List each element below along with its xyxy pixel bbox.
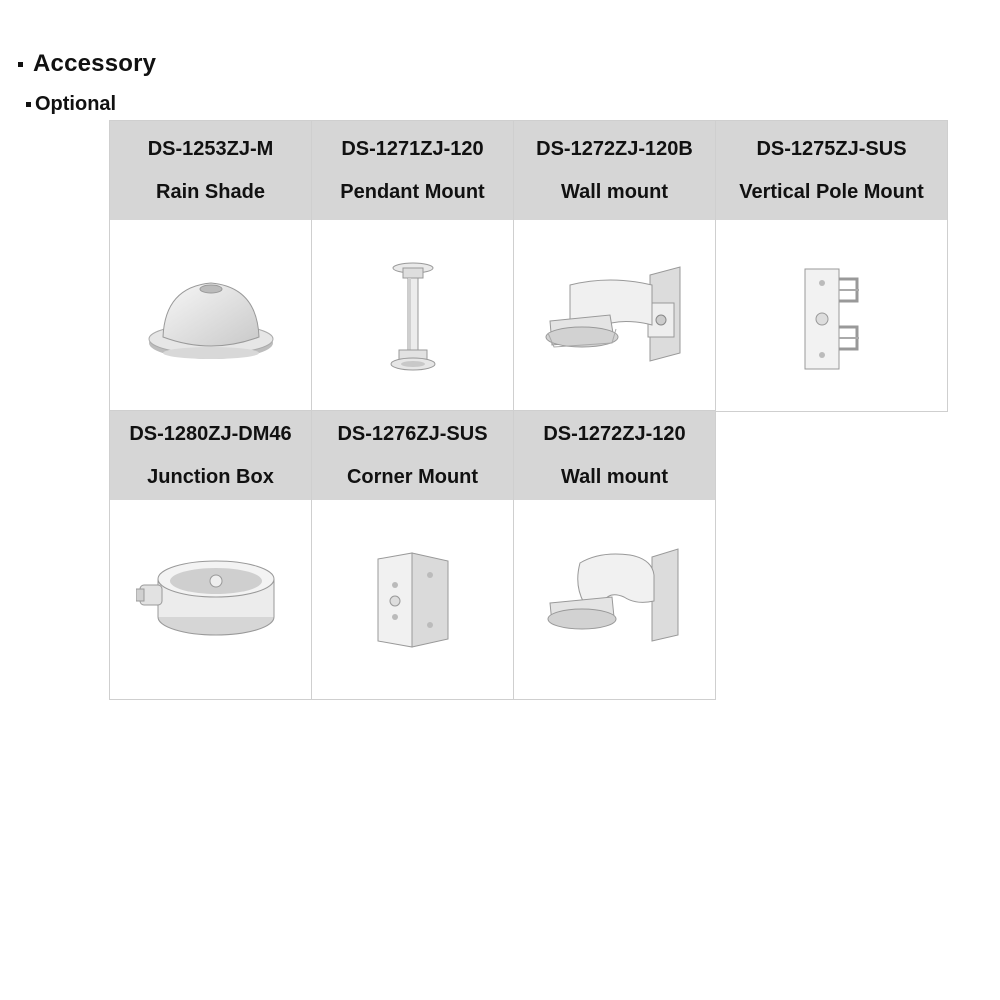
accessory-header: [514, 411, 715, 500]
accessory-name: Vertical Pole Mount: [739, 180, 924, 203]
accessory-name: Rain Shade: [156, 180, 265, 203]
accessory-header: [514, 121, 715, 220]
section-heading: [18, 50, 156, 78]
accessory-header: [110, 411, 311, 500]
accessory-model: DS-1276ZJ-SUS: [337, 422, 488, 445]
accessory-card: [715, 120, 948, 412]
accessory-name: Junction Box: [147, 465, 274, 488]
wall-mount-b-icon: [540, 265, 690, 375]
accessory-image: [110, 220, 311, 420]
accessory-card: [109, 120, 312, 412]
accessory-card: [513, 120, 716, 412]
accessory-name: Wall mount: [560, 180, 669, 203]
corner-mount-icon: [368, 545, 458, 655]
vertical-pole-mount-icon: [797, 265, 867, 375]
accessory-image: [110, 500, 311, 700]
accessory-card: [513, 410, 716, 700]
accessory-model: DS-1275ZJ-SUS: [756, 137, 907, 160]
accessory-image: [514, 500, 715, 700]
wall-mount-icon: [540, 545, 690, 655]
accessory-header: [312, 411, 513, 500]
junction-box-icon: [136, 545, 286, 655]
accessory-image: [514, 220, 715, 420]
section-subtitle: Optional: [35, 93, 117, 115]
accessory-name: Corner Mount: [346, 465, 479, 488]
rain-shade-icon: [141, 265, 281, 375]
accessory-name: Wall mount: [560, 465, 669, 488]
accessory-card: [109, 410, 312, 700]
accessory-model: DS-1271ZJ-120: [341, 137, 484, 160]
accessory-card: [311, 410, 514, 700]
accessory-name: Pendant Mount: [340, 180, 485, 203]
accessory-header: [312, 121, 513, 220]
accessory-image: [312, 500, 513, 700]
accessory-image: [716, 220, 947, 420]
accessory-model: DS-1280ZJ-DM46: [129, 422, 292, 445]
section-title: Accessory: [33, 50, 157, 77]
subsection-heading: [26, 93, 116, 116]
pendant-mount-icon: [373, 260, 453, 380]
accessory-card: [311, 120, 514, 412]
accessory-model: DS-1272ZJ-120: [543, 422, 686, 445]
accessory-model: DS-1253ZJ-M: [147, 137, 274, 160]
accessory-model: DS-1272ZJ-120B: [536, 137, 693, 160]
accessory-image: [312, 220, 513, 420]
bullet-icon: [26, 102, 31, 107]
bullet-icon: [18, 62, 23, 67]
accessory-header: [110, 121, 311, 220]
accessory-header: [716, 121, 947, 220]
